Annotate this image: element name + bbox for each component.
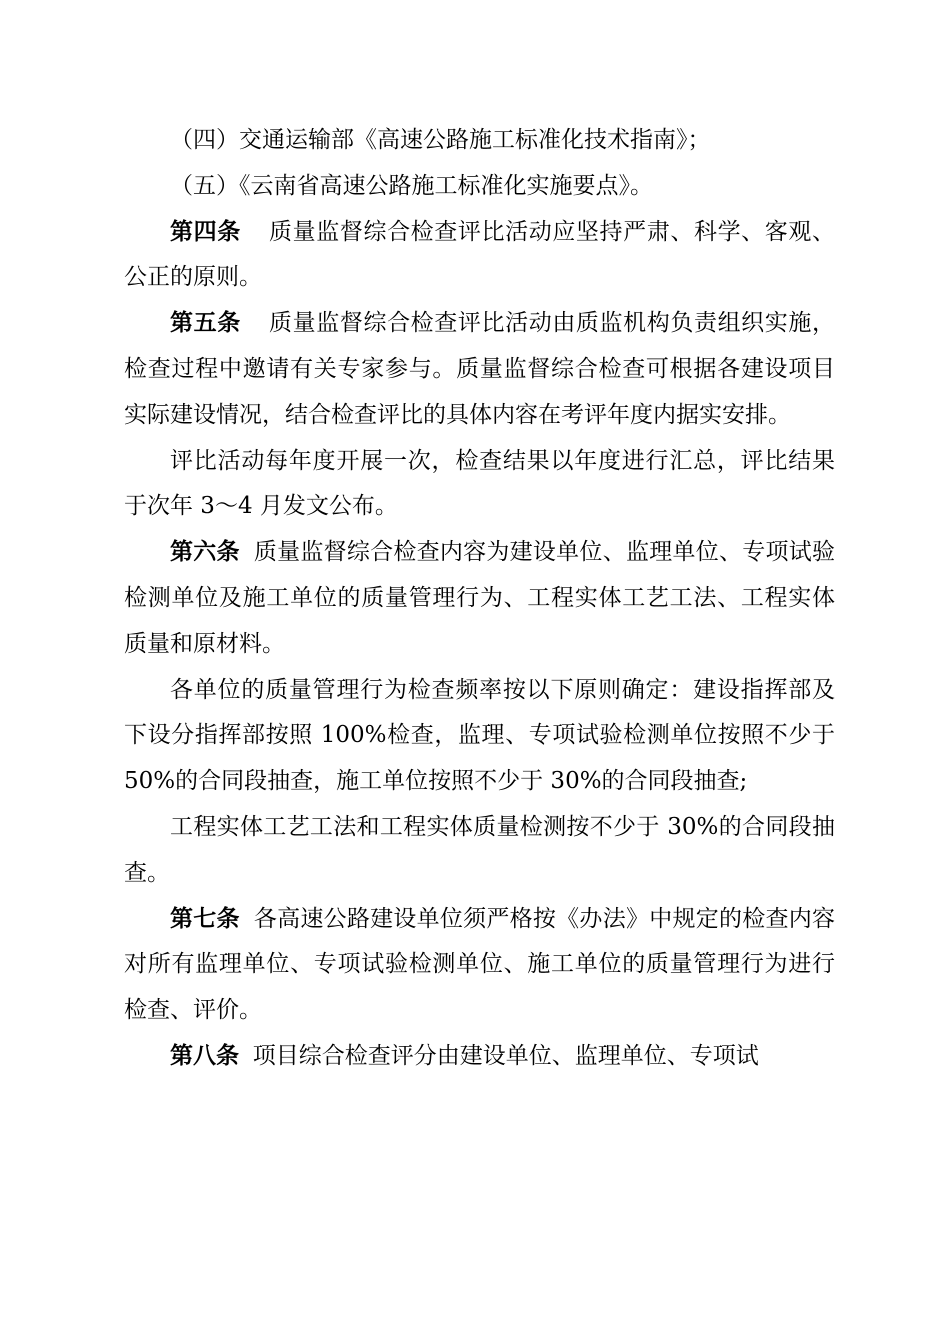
paragraph-text: 质量监督综合检查评比活动应坚持严肃、科学、客观、公正的原则。 [124, 218, 836, 291]
paragraph-text: 质量监督综合检查评比活动由质监机构负责组织实施，检查过程中邀请有关专家参与。质量监督综合检查可根据各建设项目实际建设情况，结合检查评比的具体内容在考评年度内据实安排。 [124, 310, 836, 428]
article-6 [124, 530, 835, 667]
paragraph-text: 各单位的质量管理行为检查频率按以下原则确定：建设指挥部及下设分指挥部按照 100%检查，监理、专项试验检测单位按照不少于 50%的合同段抽查，施工单位按照不少于 30%的合同段抽查; [124, 676, 835, 795]
paragraph-text: 质量监督综合检查内容为建设单位、监理单位、专项试验检测单位及施工单位的质量管理行为、工程实体工艺工法、工程实体质量和原材料。 [124, 539, 836, 657]
paragraph-text: （五）《云南省高速公路施工标准化实施要点》。 [170, 172, 653, 199]
paragraph-text: 评比活动每年度开展一次，检查结果以年度进行汇总，评比结果于次年 3～4 月发文公布。 [124, 447, 835, 520]
article-6-paragraph-2 [124, 668, 835, 805]
paragraph-reference-5 [124, 164, 835, 210]
paragraph-text: 工程实体工艺工法和工程实体质量检测按不少于 30%的合同段抽查。 [124, 813, 835, 886]
paragraph-text: 项目综合检查评分由建设单位、监理单位、专项试 [252, 1042, 759, 1069]
article-7 [124, 897, 835, 1034]
paragraph-text: （四）交通运输部《高速公路施工标准化技术指南》； [170, 127, 711, 153]
article-number: 第七条 [170, 905, 240, 932]
paragraph-reference-4 [124, 118, 835, 164]
article-5 [124, 301, 835, 438]
article-8 [124, 1034, 835, 1080]
article-number: 第六条 [170, 539, 240, 566]
article-5-paragraph-2 [124, 439, 835, 531]
article-number: 第五条 [170, 310, 241, 337]
article-number: 第四条 [170, 218, 241, 245]
article-4 [124, 210, 835, 302]
document-body [124, 118, 835, 1080]
paragraph-text: 各高速公路建设单位须严格按《办法》中规定的检查内容对所有监理单位、专项试验检测单位、施工单位的质量管理行为进行检查、评价。 [124, 905, 836, 1024]
article-number: 第八条 [170, 1042, 239, 1069]
article-6-paragraph-3 [124, 805, 835, 897]
